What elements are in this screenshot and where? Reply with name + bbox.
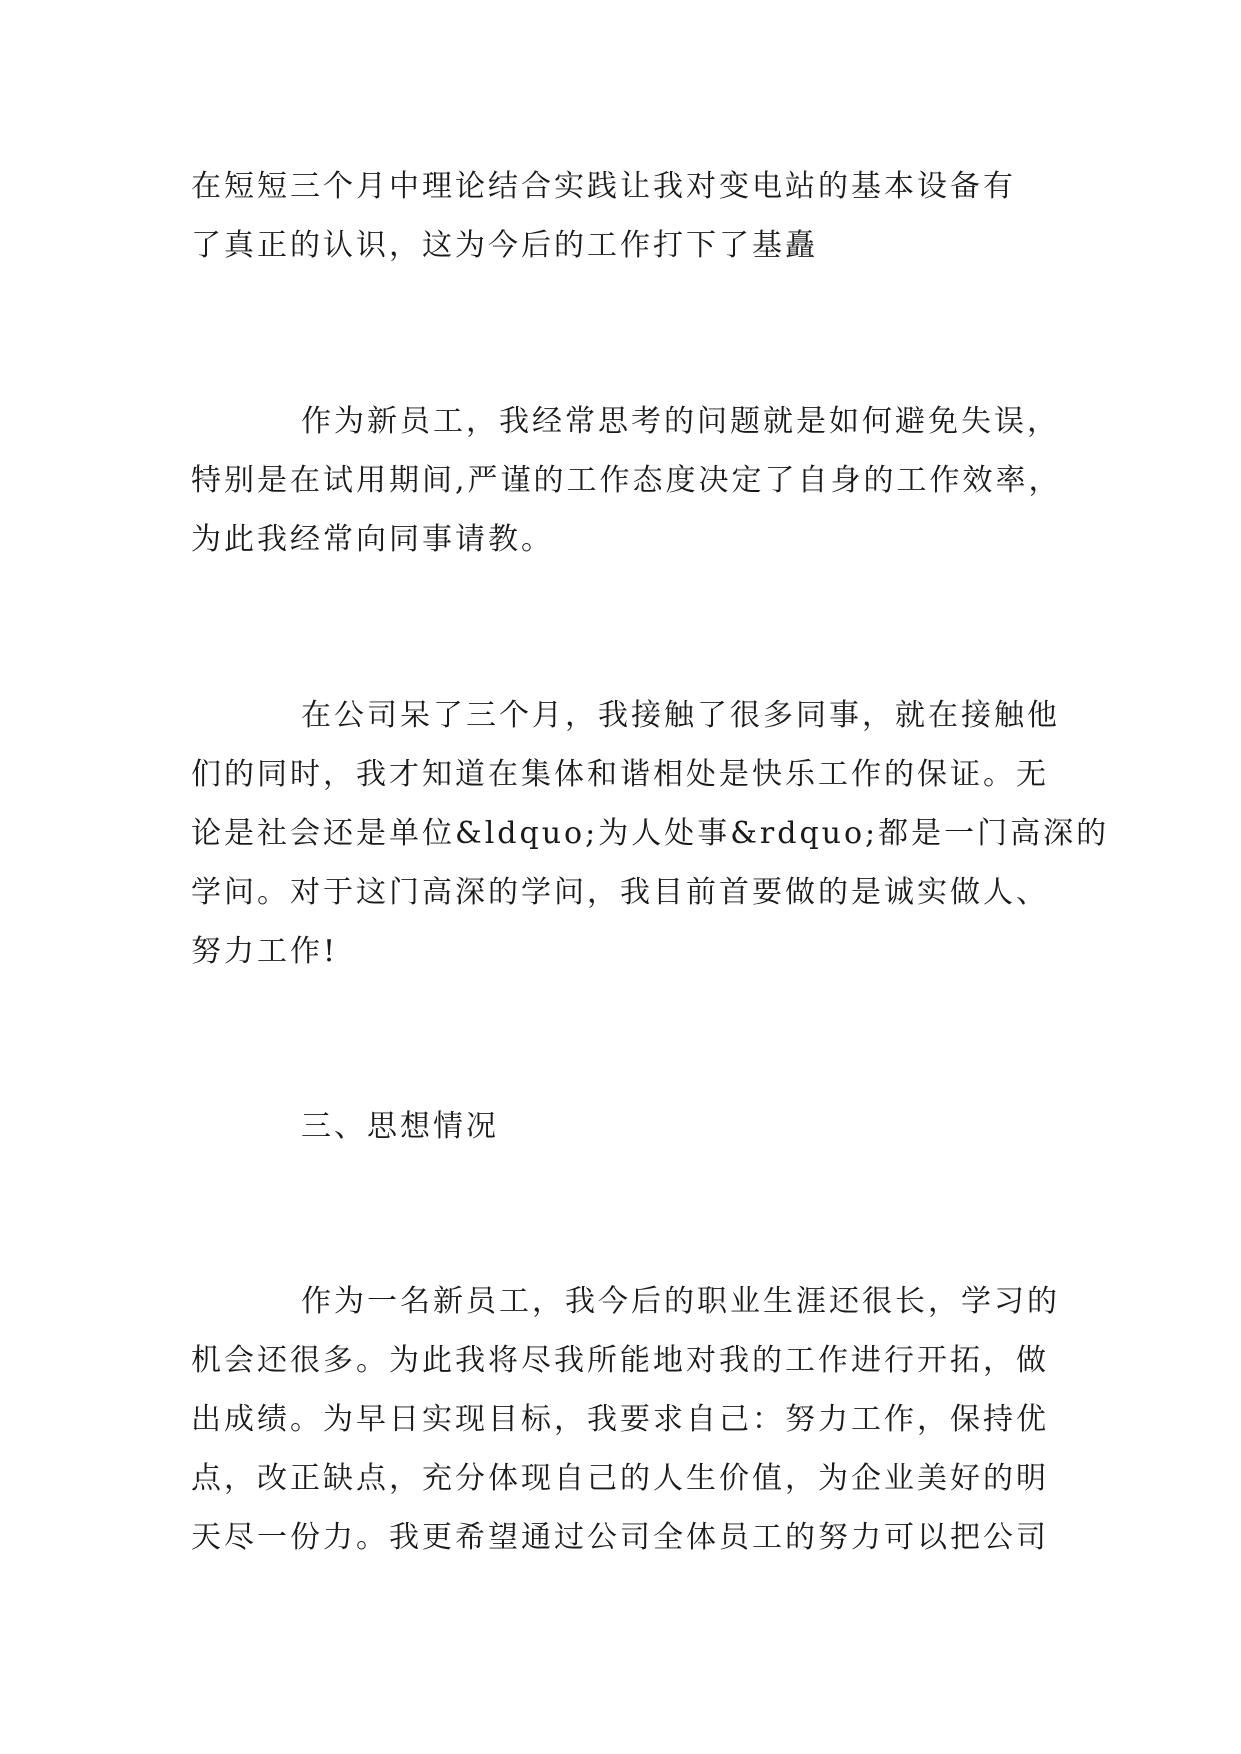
text-line: 作为新员工，我经常思考的问题就是如何避免失误，: [301, 404, 1060, 439]
paragraph-basic-equipment: [191, 157, 1071, 275]
text-line: 努力工作!: [191, 934, 339, 969]
paragraph-colleagues: [191, 686, 1110, 981]
text-line: 出成绩。为早日实现目标，我要求自己：努力工作，保持优: [191, 1402, 1049, 1437]
paragraph-avoid-mistakes: [191, 392, 1071, 569]
text-line: 论是社会还是单位&ldquo;为人处事&rdquo;都是一门高深的: [191, 816, 1110, 851]
section-heading-thoughts: [191, 1097, 1071, 1156]
text-line: 在短短三个月中理论结合实践让我对变电站的基本设备有: [191, 169, 1016, 204]
text-line: 特别是在试用期间,严谨的工作态度决定了自身的工作效率，: [191, 463, 1062, 498]
text-line: 机会还很多。为此我将尽我所能地对我的工作进行开拓，做: [191, 1343, 1049, 1378]
text-line: 天尽一份力。我更希望通过公司全体员工的努力可以把公司: [191, 1520, 1049, 1555]
text-line: 们的同时，我才知道在集体和谐相处是快乐工作的保证。无: [191, 757, 1049, 792]
text-line: 为此我经常向同事请教。: [191, 522, 554, 557]
paragraph-career-goals: [191, 1272, 1071, 1567]
text-line: 作为一名新员工，我今后的职业生涯还很长，学习的: [301, 1284, 1060, 1319]
text-line: 在公司呆了三个月，我接触了很多同事，就在接触他: [301, 698, 1060, 733]
text-line: 学问。对于这门高深的学问，我目前首要做的是诚实做人、: [191, 875, 1049, 910]
text-line: 点，改正缺点，充分体现自己的人生价值，为企业美好的明: [191, 1461, 1049, 1496]
heading-text: 三、思想情况: [301, 1109, 499, 1144]
text-line: 了真正的认识，这为今后的工作打下了基矗: [191, 228, 818, 263]
